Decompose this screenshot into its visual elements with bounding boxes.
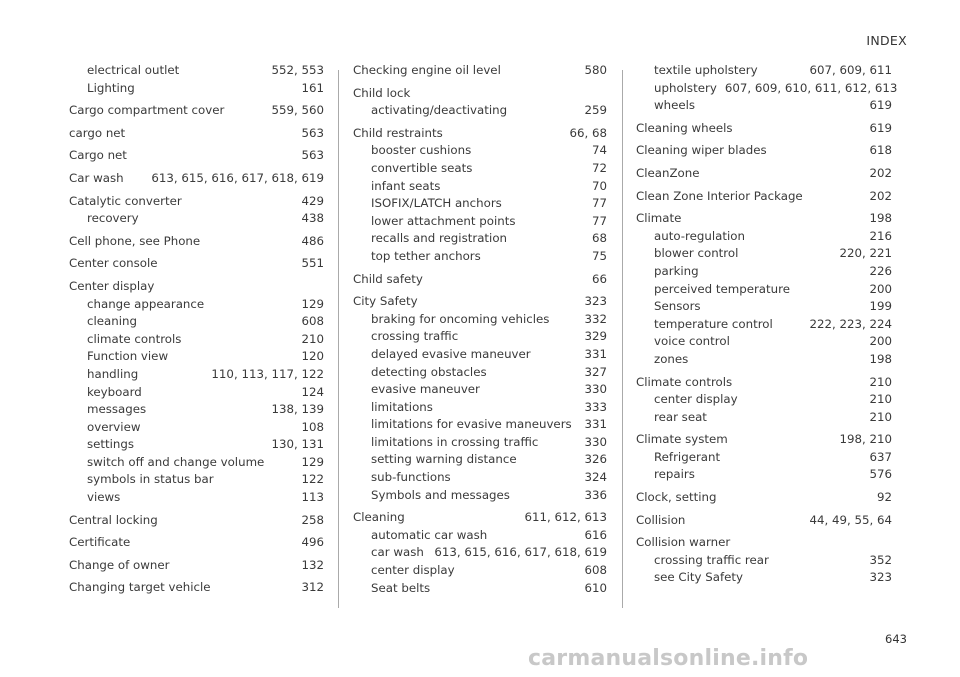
index-entry: [69, 62, 324, 97]
index-subentry: [69, 331, 324, 349]
index-page-refs: 110, 113, 117, 122: [211, 366, 324, 381]
index-subentry: [353, 195, 607, 213]
index-page-refs: 613, 615, 616, 617, 618, 619: [151, 170, 324, 185]
index-term: City Safety: [353, 294, 418, 309]
index-page-refs: 333: [584, 399, 607, 414]
index-subentry: [636, 449, 892, 467]
page-number: 643: [885, 632, 907, 646]
index-entry: [353, 509, 607, 597]
index-subentry: [353, 311, 607, 329]
index-page-refs: 551: [301, 256, 324, 271]
index-term: booster cushions: [371, 143, 472, 158]
index-subentry: [69, 62, 324, 80]
index-page-refs: 210: [869, 392, 892, 407]
index-subentry: [69, 436, 324, 454]
index-subentry: [353, 160, 607, 178]
index-entry: [353, 125, 607, 266]
index-subentry: [353, 213, 607, 231]
index-page-refs: 77: [591, 196, 607, 211]
index-term: limitations: [371, 399, 433, 414]
index-subentry: [636, 281, 892, 299]
index-term: lower attachment points: [371, 213, 516, 228]
index-main-entry: [353, 85, 607, 103]
index-page-refs: 138, 139: [271, 402, 324, 417]
index-term: temperature control: [654, 316, 773, 331]
index-page-refs: 326: [584, 452, 607, 467]
index-entry: [636, 512, 892, 530]
index-subentry: [69, 348, 324, 366]
index-subentry: [636, 333, 892, 351]
index-term: see City Safety: [654, 570, 744, 585]
index-term: cleaning: [87, 314, 137, 329]
index-term: overview: [87, 419, 141, 434]
index-term: Function view: [87, 349, 169, 364]
index-main-entry: [69, 233, 324, 251]
index-subentry: [636, 80, 898, 98]
index-subentry: [353, 487, 607, 505]
index-term: top tether anchors: [371, 248, 481, 263]
index-subentry: [353, 248, 607, 266]
index-subentry: [69, 210, 324, 228]
index-page-refs: 323: [584, 294, 607, 309]
index-term: Cargo net: [69, 148, 127, 163]
index-subentry: [353, 469, 607, 487]
index-term: Symbols and messages: [371, 487, 510, 502]
index-entry: [636, 210, 892, 368]
index-term: settings: [87, 437, 135, 452]
index-page-refs: 324: [584, 470, 607, 485]
index-main-entry: [69, 512, 324, 530]
index-term: infant seats: [371, 178, 441, 193]
column-divider: [338, 70, 339, 608]
index-main-entry: [69, 557, 324, 575]
index-term: limitations for evasive maneuvers: [371, 417, 572, 432]
index-page-refs: 200: [869, 281, 892, 296]
index-term: symbols in status bar: [87, 472, 214, 487]
index-page-refs: 202: [869, 188, 892, 203]
index-page-refs: 580: [584, 63, 607, 77]
index-subentry: [636, 552, 892, 570]
index-subentry: [69, 401, 324, 419]
index-page-refs: 608: [301, 314, 324, 329]
index-page-refs: 75: [591, 248, 607, 263]
index-term: setting warning distance: [371, 452, 517, 467]
index-page-refs: 198: [869, 351, 892, 366]
index-subentry: [353, 230, 607, 248]
index-term: Car wash: [69, 170, 124, 185]
index-term: car wash: [371, 545, 424, 560]
index-page-refs: 330: [584, 434, 607, 449]
index-entry: [636, 120, 892, 138]
index-subentry: [353, 416, 607, 434]
index-page-refs: 607, 609, 610, 611, 612, 613: [724, 80, 898, 95]
index-page-refs: 130, 131: [271, 437, 324, 452]
index-page-refs: 108: [301, 419, 324, 434]
index-term: Climate system: [636, 432, 728, 447]
index-subentry: [353, 102, 607, 120]
index-term: blower control: [654, 246, 739, 261]
index-page-refs: 563: [301, 125, 324, 140]
index-page-refs: 120: [301, 349, 324, 364]
index-term: Cleaning: [353, 510, 405, 525]
index-main-entry: [636, 120, 892, 138]
index-term: Child safety: [353, 271, 423, 286]
index-entry: [636, 188, 892, 206]
index-term: automatic car wash: [371, 527, 488, 542]
index-page-refs: 200: [869, 334, 892, 349]
index-term: change appearance: [87, 296, 205, 311]
index-page-refs: 486: [301, 233, 324, 248]
index-page-refs: 74: [591, 143, 607, 158]
index-page-refs: 226: [869, 263, 892, 278]
index-main-entry: [69, 102, 324, 120]
index-term: Sensors: [654, 299, 701, 314]
index-term: switch off and change volume: [87, 454, 265, 469]
index-page-refs: 220, 221: [839, 246, 892, 261]
index-entry: [69, 557, 324, 575]
index-entry: [636, 165, 892, 183]
index-entry: [69, 125, 324, 143]
index-main-entry: [69, 278, 324, 296]
index-subentry: [636, 466, 892, 484]
index-main-entry: [636, 374, 892, 392]
index-entry: [69, 170, 324, 188]
index-term: Clock, setting: [636, 490, 717, 505]
index-main-entry: [636, 489, 892, 507]
index-page-refs: 323: [869, 570, 892, 585]
index-subentry: [353, 381, 607, 399]
index-term: Collision: [636, 512, 686, 527]
index-main-entry: [636, 534, 892, 552]
index-page-refs: 77: [591, 213, 607, 228]
index-term: rear seat: [654, 409, 707, 424]
index-page-refs: 330: [584, 382, 607, 397]
index-main-entry: [69, 170, 324, 188]
index-main-entry: [69, 147, 324, 165]
index-subentry: [353, 527, 607, 545]
index-subentry: [353, 178, 607, 196]
index-term: parking: [654, 263, 699, 278]
index-term: Center display: [69, 278, 155, 293]
index-term: climate controls: [87, 331, 182, 346]
index-page-refs: 611, 612, 613: [524, 510, 607, 525]
index-term: Refrigerant: [654, 449, 721, 464]
index-page-refs: 68: [591, 231, 607, 246]
index-term: Child restraints: [353, 125, 443, 140]
index-term: zones: [654, 351, 689, 366]
index-term: Child lock: [353, 85, 411, 100]
index-term: Cleaning wiper blades: [636, 143, 767, 158]
index-entry: [69, 278, 324, 507]
index-main-entry: [69, 125, 324, 143]
index-term: center display: [371, 563, 455, 578]
index-main-entry: [353, 293, 607, 311]
index-term: perceived temperature: [654, 281, 790, 296]
index-column-2: [353, 62, 607, 602]
index-page-refs: 44, 49, 55, 64: [809, 512, 892, 527]
index-term: limitations in crossing traffic: [371, 434, 539, 449]
index-page-refs: 129: [301, 296, 324, 311]
index-entry: [69, 579, 324, 597]
index-page-refs: 331: [584, 417, 607, 432]
index-term: delayed evasive maneuver: [371, 346, 531, 361]
index-page-refs: 198, 210: [839, 432, 892, 447]
index-page-refs: 619: [869, 120, 892, 135]
index-entry: [69, 233, 324, 251]
index-page-refs: 563: [301, 148, 324, 163]
index-page-refs: 216: [869, 228, 892, 243]
index-page-refs: 496: [301, 535, 324, 550]
index-term: auto-regulation: [654, 228, 745, 243]
index-term: Catalytic converter: [69, 193, 182, 208]
index-page-refs: 210: [301, 331, 324, 346]
index-page-refs: 161: [301, 80, 324, 95]
index-page-refs: 70: [591, 178, 607, 193]
index-entry: [636, 431, 892, 484]
index-page-refs: 331: [584, 346, 607, 361]
watermark: carmanualsonline.info: [528, 646, 809, 671]
index-page-refs: 122: [301, 472, 324, 487]
index-page-refs: 610: [584, 580, 607, 595]
index-page-refs: 608: [584, 563, 607, 578]
index-page-refs: 619: [869, 98, 892, 113]
index-main-entry: [636, 431, 892, 449]
index-term: crossing traffic: [371, 329, 459, 344]
index-main-entry: [353, 125, 607, 143]
index-term: braking for oncoming vehicles: [371, 311, 550, 326]
index-subentry: [69, 419, 324, 437]
index-header: INDEX: [866, 33, 907, 48]
index-subentry: [636, 62, 892, 80]
index-page-refs: 210: [869, 409, 892, 424]
index-term: repairs: [654, 467, 695, 482]
index-entry: [636, 142, 892, 160]
index-subentry: [636, 391, 892, 409]
index-page-refs: 66, 68: [569, 125, 607, 140]
index-entry: [636, 62, 898, 115]
index-entry: [69, 534, 324, 552]
index-term: Certificate: [69, 535, 131, 550]
index-subentry: [69, 366, 324, 384]
index-subentry: [353, 328, 607, 346]
index-page-refs: 429: [301, 193, 324, 208]
index-term: sub-functions: [371, 470, 451, 485]
index-term: Cargo compartment cover: [69, 103, 225, 118]
index-term: Changing target vehicle: [69, 580, 211, 595]
index-page-refs: 124: [301, 384, 324, 399]
index-term: center display: [654, 392, 738, 407]
index-entry: [636, 534, 892, 587]
index-page-refs: 199: [869, 299, 892, 314]
index-entry: [69, 255, 324, 273]
index-term: crossing traffic rear: [654, 552, 769, 567]
index-page-refs: 210: [869, 374, 892, 389]
index-entry: [353, 293, 607, 504]
index-term: Lighting: [87, 80, 135, 95]
index-page-refs: 66: [591, 271, 607, 286]
index-page-refs: 607, 609, 611: [809, 63, 892, 77]
index-term: Change of owner: [69, 557, 170, 572]
index-page-refs: 637: [869, 449, 892, 464]
index-subentry: [353, 544, 607, 562]
index-entry: [353, 85, 607, 120]
index-page-refs: 336: [584, 487, 607, 502]
index-term: views: [87, 490, 121, 505]
index-entry: [353, 271, 607, 289]
index-term: Cleaning wheels: [636, 120, 733, 135]
index-page-refs: 132: [301, 557, 324, 572]
index-subentry: [69, 454, 324, 472]
index-subentry: [353, 434, 607, 452]
index-term: activating/deactivating: [371, 103, 508, 118]
index-page-refs: 559, 560: [271, 103, 324, 118]
index-subentry: [636, 97, 892, 115]
index-entry: [69, 512, 324, 530]
index-column-3: [636, 62, 898, 592]
index-term: convertible seats: [371, 160, 473, 175]
index-term: Climate controls: [636, 374, 733, 389]
index-column-1: [69, 62, 324, 602]
index-term: electrical outlet: [87, 63, 180, 77]
index-term: Seat belts: [371, 580, 431, 595]
index-page-refs: 618: [869, 143, 892, 158]
index-main-entry: [636, 210, 892, 228]
index-subentry: [636, 245, 892, 263]
index-subentry: [69, 384, 324, 402]
index-main-entry: [636, 188, 892, 206]
index-entry: [69, 147, 324, 165]
index-subentry: [69, 489, 324, 507]
index-term: evasive maneuver: [371, 382, 480, 397]
index-subentry: [353, 364, 607, 382]
index-page-refs: 129: [301, 454, 324, 469]
index-subentry: [636, 316, 892, 334]
index-main-entry: [69, 193, 324, 211]
index-subentry: [636, 263, 892, 281]
index-page-refs: 613, 615, 616, 617, 618, 619: [434, 545, 607, 560]
index-page-refs: 327: [584, 364, 607, 379]
index-term: voice control: [654, 334, 730, 349]
index-page-refs: 92: [876, 490, 892, 505]
index-subentry: [353, 346, 607, 364]
index-main-entry: [636, 142, 892, 160]
index-subentry: [69, 296, 324, 314]
index-subentry: [636, 228, 892, 246]
index-page-refs: 259: [584, 103, 607, 118]
index-term: Center console: [69, 256, 158, 271]
index-page-refs: 312: [301, 580, 324, 595]
index-page-refs: 616: [584, 527, 607, 542]
index-entry: [353, 62, 607, 80]
index-page-refs: 329: [584, 329, 607, 344]
index-subentry: [69, 471, 324, 489]
index-page-refs: 352: [869, 552, 892, 567]
index-page-refs: 552, 553: [271, 63, 324, 77]
index-main-entry: [353, 62, 607, 80]
index-term: messages: [87, 402, 147, 417]
index-term: Clean Zone Interior Package: [636, 188, 803, 203]
index-subentry: [636, 351, 892, 369]
index-term: Checking engine oil level: [353, 63, 501, 77]
index-page-refs: 222, 223, 224: [809, 316, 892, 331]
index-page-refs: 258: [301, 512, 324, 527]
index-page-refs: 198: [869, 211, 892, 226]
index-term: Central locking: [69, 512, 158, 527]
index-term: recovery: [87, 211, 139, 226]
index-subentry: [636, 409, 892, 427]
index-term: detecting obstacles: [371, 364, 487, 379]
index-main-entry: [353, 509, 607, 527]
index-term: wheels: [654, 98, 696, 113]
index-page-refs: 113: [301, 490, 324, 505]
index-term: recalls and registration: [371, 231, 508, 246]
index-term: CleanZone: [636, 165, 700, 180]
index-term: Climate: [636, 211, 682, 226]
index-page-refs: 202: [869, 165, 892, 180]
index-subentry: [636, 298, 892, 316]
index-main-entry: [353, 271, 607, 289]
index-entry: [636, 374, 892, 427]
index-term: textile upholstery: [654, 63, 758, 77]
index-term: Collision warner: [636, 535, 731, 550]
index-main-entry: [636, 165, 892, 183]
index-page-refs: 576: [869, 467, 892, 482]
index-subentry: [69, 80, 324, 98]
index-subentry: [353, 451, 607, 469]
index-subentry: [69, 313, 324, 331]
index-subentry: [636, 569, 892, 587]
index-main-entry: [636, 512, 892, 530]
index-subentry: [353, 399, 607, 417]
index-entry: [69, 193, 324, 228]
index-main-entry: [69, 579, 324, 597]
index-term: keyboard: [87, 384, 142, 399]
index-subentry: [353, 580, 607, 598]
index-term: ISOFIX/LATCH anchors: [371, 196, 502, 211]
index-page-refs: 332: [584, 311, 607, 326]
index-page-refs: 72: [591, 160, 607, 175]
index-main-entry: [69, 255, 324, 273]
column-divider: [622, 70, 623, 608]
index-subentry: [353, 562, 607, 580]
index-subentry: [353, 142, 607, 160]
index-term: upholstery: [654, 80, 717, 95]
index-page-refs: 438: [301, 211, 324, 226]
index-term: Cell phone, see Phone: [69, 233, 201, 248]
index-main-entry: [69, 534, 324, 552]
index-entry: [69, 102, 324, 120]
index-term: handling: [87, 366, 139, 381]
index-entry: [636, 489, 892, 507]
index-term: cargo net: [69, 125, 126, 140]
